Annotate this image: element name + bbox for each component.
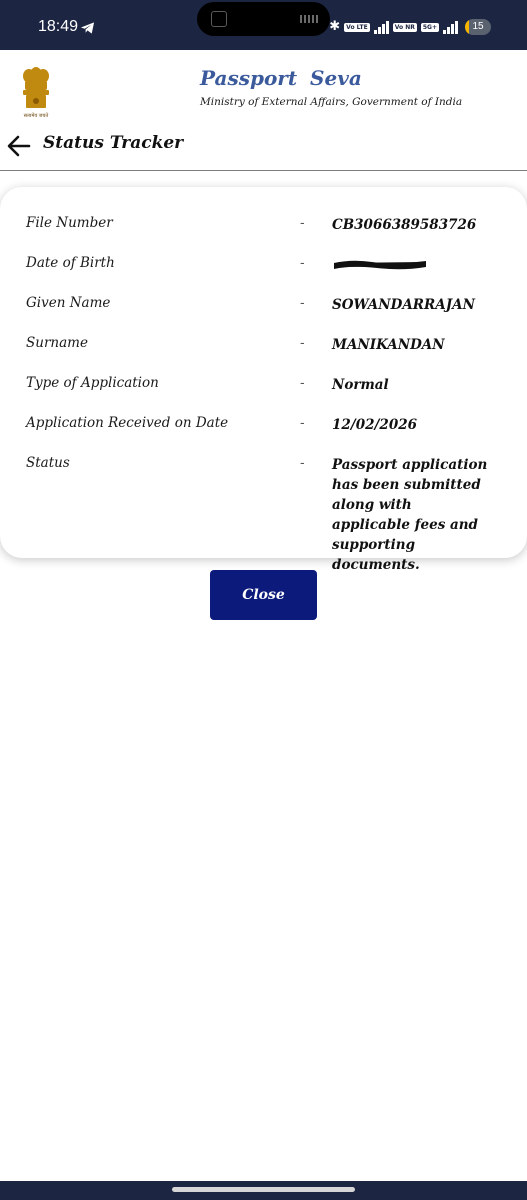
- 5g-badge: 5G+: [422, 23, 437, 31]
- redacted-scribble: [332, 257, 428, 273]
- status-message: Passport application has been submitted along with applicable fees and supporting documents.: [332, 457, 488, 573]
- close-button[interactable]: Close: [210, 570, 317, 620]
- gesture-nav-bar: [0, 1181, 527, 1200]
- detail-label: Surname: [26, 335, 88, 351]
- telegram-icon: [80, 21, 95, 35]
- status-bar: [0, 0, 527, 50]
- home-gesture-handle[interactable]: [172, 1187, 355, 1192]
- audio-bars-icon: [300, 15, 318, 23]
- detail-value: 12/02/2026: [332, 417, 418, 433]
- app-title: Passport Seva: [200, 66, 362, 90]
- battery-fill: [465, 19, 469, 35]
- battery-level: 15: [472, 21, 484, 32]
- detail-value: SOWANDARRAJAN: [332, 297, 475, 313]
- detail-label: Application Received on Date: [26, 415, 229, 431]
- detail-separator: -: [300, 415, 305, 431]
- vonr-badge: Vo NR: [394, 23, 415, 31]
- signal-icon: [374, 20, 389, 34]
- detail-label: Date of Birth: [26, 255, 115, 271]
- battery-icon: [465, 19, 491, 35]
- emblem-caption: सत्यमेव जयते: [23, 113, 49, 119]
- app-subtitle: Ministry of External Affairs, Government of India: [200, 96, 463, 108]
- signal-icon: [443, 20, 458, 34]
- detail-separator: -: [300, 295, 305, 311]
- detail-separator: -: [300, 375, 305, 391]
- status-details-card: [0, 187, 527, 573]
- detail-label: Given Name: [26, 295, 111, 311]
- national-emblem-logo: [16, 64, 56, 120]
- detail-value: MANIKANDAN: [332, 337, 445, 353]
- status-time: 18:49: [38, 18, 79, 35]
- detail-separator: -: [300, 455, 305, 471]
- page-title: Status Tracker: [43, 133, 184, 153]
- detail-separator: -: [300, 335, 305, 351]
- status-icons: [329, 18, 491, 36]
- bluetooth-icon: ✱: [329, 19, 341, 34]
- detail-value: Normal: [332, 377, 389, 393]
- detail-separator: -: [300, 255, 305, 271]
- detail-label: File Number: [26, 215, 113, 231]
- detail-separator: -: [300, 215, 305, 231]
- volte-badge: Vo LTE: [346, 23, 368, 31]
- header-divider: [0, 170, 527, 171]
- detail-label: Status: [26, 455, 70, 471]
- back-arrow-icon[interactable]: [6, 134, 32, 158]
- camera-island: [197, 2, 330, 36]
- detail-value: CB3066389583726: [332, 217, 477, 233]
- detail-label: Type of Application: [26, 375, 159, 391]
- screen-record-icon: [211, 11, 227, 27]
